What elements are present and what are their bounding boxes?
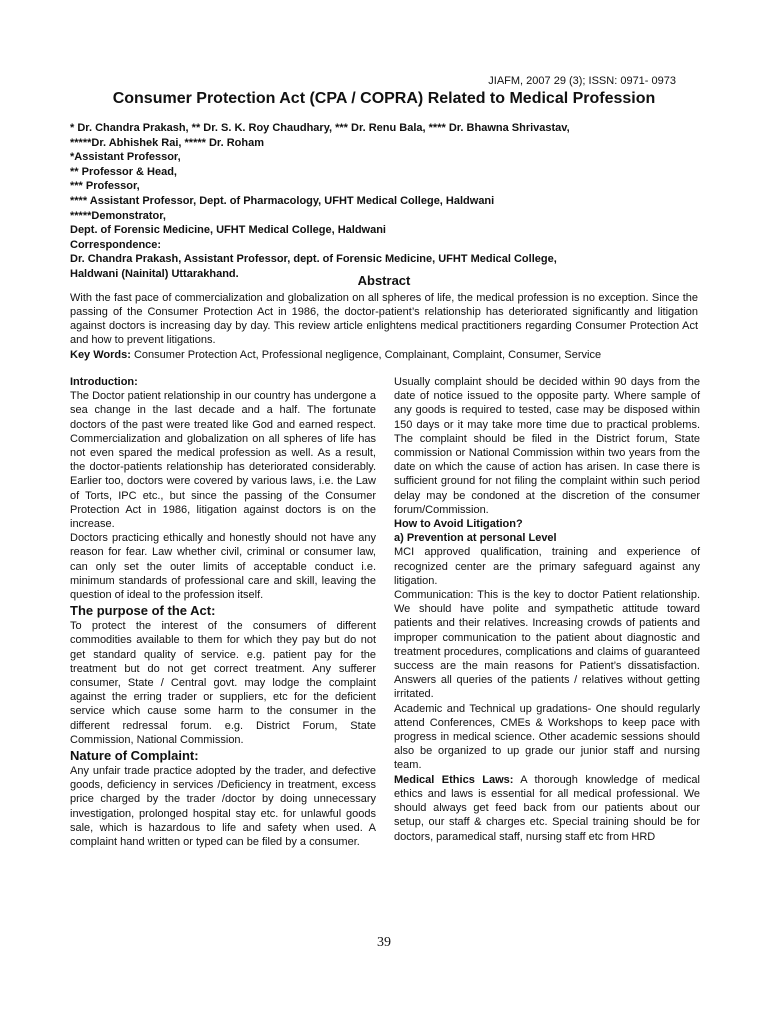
left-column: [70, 375, 376, 849]
author-line: ** Professor & Head,: [70, 165, 177, 178]
page-number: 39: [377, 935, 391, 950]
prevention-heading: a) Prevention at personal Level: [394, 532, 557, 545]
author-line: Correspondence:: [70, 238, 162, 251]
author-line: *****Dr. Abhishek Rai, ***** Dr. Roham: [70, 136, 264, 149]
ethics-text: A thorough knowledge of medical ethics and laws is essential for all medical professional. We should always get feed back from our patients about our setup, our staff & charges etc. Special training should be for doctors, paramedical staff, nursing staff etc from HRD: [394, 773, 700, 843]
paragraph: Any unfair trade practice adopted by the trader, and defective goods, deficiency in services /Deficiency in treatment, excess price charged by the trader /doctor by doing unnecessary investigation, prolonged hospital stay etc. for unlawful goods sale, which is hazardous to life and safety when used. A complaint hand written or typed can be filed by a consumer.: [70, 765, 376, 849]
author-line: Dept. of Forensic Medicine, UFHT Medical College, Haldwani: [70, 224, 386, 237]
avoid-litigation-heading: How to Avoid Litigation?: [394, 518, 523, 531]
author-line: *****Demonstrator,: [70, 209, 166, 222]
paragraph: The Doctor patient relationship in our country has undergone a sea change in the last decade and a half. The fortunate doctors of the past were treated like God and earned respect. Commercialization and globalization on all spheres of life has not even spared the medical profession as well. As a result, the doctor-patients relationship has deteriorated considerably. Earlier too, doctors were covered by various laws, i.e. the Law of Torts, IPC etc., but since the passing of the Consumer Protection Act in 1986, litigation against doctors is on the increase.: [70, 390, 376, 531]
right-column: [394, 375, 700, 844]
author-line: *** Professor,: [70, 180, 140, 193]
article-title: Consumer Protection Act (CPA / COPRA) Related to Medical Profession: [112, 90, 656, 107]
paragraph: Communication: This is the key to doctor Patient relationship. We should have polite and sympathetic attitude toward patients and their relatives. Increasing crowds of patients and improper communication to the patient about diagnostic and treatment procedures, complications and claims of guaranteed success are the main reasons for Patient’s dissatisfaction. Answers all queries of the patients / relatives without getting irritated.: [394, 589, 700, 701]
paragraph: Usually complaint should be decided within 90 days from the date of notice issued to the opposite party. Where sample of any goods is required to tested, case may be disposed within 150 days or it may take more time due to practical problems. The complaint should be filed in the District forum, State commission or National Commission within two years from the date on which the cause of action has arisen. In case there is sufficient ground for not filing the complaint within such period delay may be condoned at the discretion of the consumer forum/Commission.: [394, 376, 700, 516]
author-line: Haldwani (Nainital) Uttarakhand.: [70, 267, 239, 280]
paragraph: [394, 773, 700, 844]
paragraph: Academic and Technical up gradations- One should regularly attend Conferences, CMEs & Workshops to keep pace with progress in medical science. Other academic sessions should also be organized to up grade our junior staff and nursing team.: [394, 702, 700, 772]
introduction-heading: Introduction:: [70, 376, 138, 388]
journal-reference: JIAFM, 2007 29 (3); ISSN: 0971- 0973: [488, 75, 676, 87]
nature-heading: Nature of Complaint:: [70, 748, 199, 764]
paragraph: MCI approved qualification, training and experience of recognized center are the primary safeguard against any litigation.: [394, 546, 700, 587]
abstract-text: With the fast pace of commercialization and globalization on all spheres of life, the medical profession is no exception. Since the passing of the Consumer Protection Act in 1986, the doctor-patient’s relationship has deteriorated significantly and litigation against doctors is increasing day by day. This review article enlightens medical practitioners regarding Consumer Protection Act and how to prevent litigations.: [70, 292, 698, 346]
keywords-label: Key Words:: [70, 349, 131, 361]
purpose-heading: The purpose of the Act:: [70, 603, 216, 619]
author-line: *Assistant Professor,: [70, 151, 181, 164]
paragraph: To protect the interest of the consumers of different commodities available to them for which they pay but do not get standard quality of service. e.g. patient pay for the treatment but do not get correct treatment. Any sufferer consumer, State / Central govt. may lodge the complaint against the erring trader or suppliers, etc for the deficient service which cause some harm to the consumer in the different redressal forum. e.g. District Forum, State Commission, National Commission.: [70, 620, 376, 746]
author-block: [70, 121, 710, 282]
author-line: **** Assistant Professor, Dept. of Pharmacology, UFHT Medical College, Haldwani: [70, 194, 495, 207]
ethics-label: Medical Ethics Laws:: [394, 773, 514, 786]
author-line: * Dr. Chandra Prakash, ** Dr. S. K. Roy Chaudhary, *** Dr. Renu Bala, **** Dr. Bhawna Shrivastav,: [70, 122, 570, 134]
keywords: [70, 348, 700, 362]
keywords-text: Consumer Protection Act, Professional negligence, Complainant, Complaint, Consumer, Service: [130, 349, 602, 361]
abstract-heading: Abstract: [357, 273, 411, 288]
author-line: Dr. Chandra Prakash, Assistant Professor, dept. of Forensic Medicine, UFHT Medical College,: [70, 253, 557, 266]
paragraph: Doctors practicing ethically and honestly should not have any reason for fear. Law whether civil, criminal or consumer law, can only set the outer limits of acceptable conduct i.e. minimum standards of professional care and skill, leaving the question of ideal to the profession itself.: [70, 532, 376, 602]
